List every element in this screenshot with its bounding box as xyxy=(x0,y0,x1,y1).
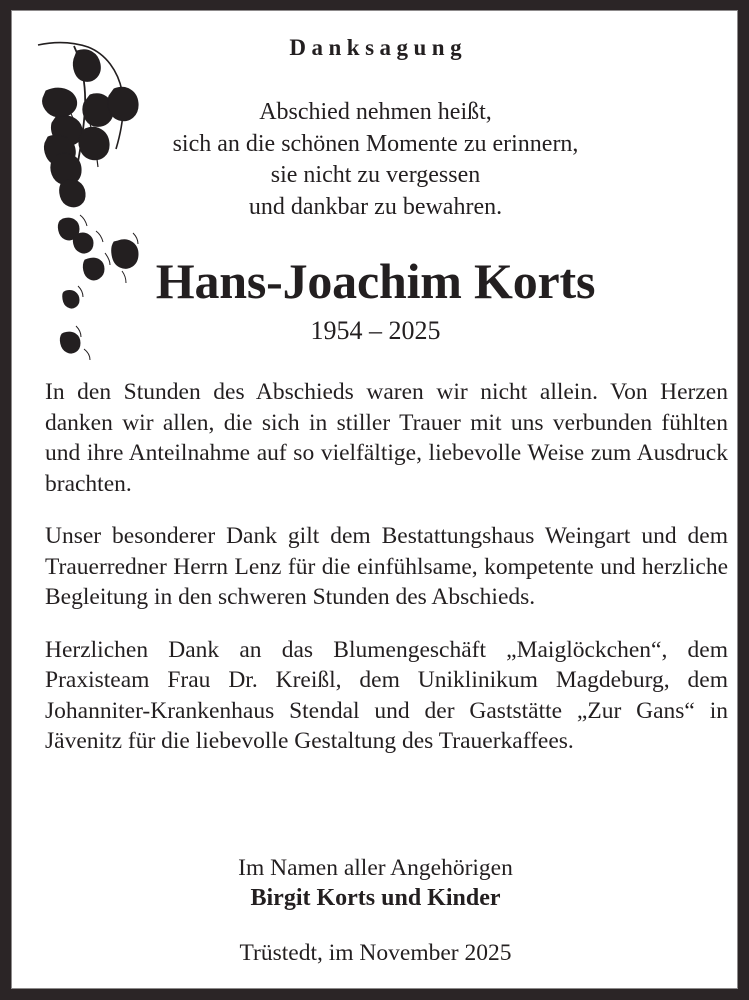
body-paragraph: In den Stunden des Abschieds waren wir nicht allein. Von Herzen danken wir allen, die sich in stiller Trauer mit uns verbunden fühlten und ihre Anteilnahme auf so vielfältige, liebevolle Weise zum Ausdruck brachten. xyxy=(45,379,728,497)
notice-inner-frame xyxy=(11,10,738,989)
poem-line: und dankbar zu bewahren. xyxy=(248,193,503,220)
memorial-poem xyxy=(34,97,717,223)
deceased-name: Hans-Joachim Korts xyxy=(155,253,596,309)
page-title: Danksagung xyxy=(289,35,468,60)
on-behalf-of-line: Im Namen aller Angehörigen xyxy=(238,855,513,881)
poem-line: Abschied nehmen heißt, xyxy=(259,99,492,125)
family-signature: Birgit Korts und Kinder xyxy=(250,885,501,911)
poem-line: sie nicht zu vergessen xyxy=(270,162,481,188)
closing-block xyxy=(34,853,717,913)
notice-content xyxy=(34,11,728,988)
body-paragraph: Unser besonderer Dank gilt dem Bestattungshaus Weingart und dem Trauerredner Herrn Lenz für die einfühlsame, kompetente und herzliche Begleitung in den schweren Stunden des Abschieds. xyxy=(45,523,728,610)
thank-you-body xyxy=(45,377,728,757)
body-paragraph: Herzlichen Dank an das Blumengeschäft „Maiglöckchen“, dem Praxisteam Frau Dr. Kreißl, dem Uniklinikum Magdeburg, dem Johanniter-Krankenhaus Stendal und der Gaststätte „Zur Gans“ in Jävenitz für die liebevolle Gestaltung des Trauerkaffees. xyxy=(45,636,728,754)
deceased-dates: 1954 – 2025 xyxy=(310,316,441,345)
poem-line: sich an die schönen Momente zu erinnern, xyxy=(172,130,579,157)
place-and-date: Trüstedt, im November 2025 xyxy=(239,940,512,966)
